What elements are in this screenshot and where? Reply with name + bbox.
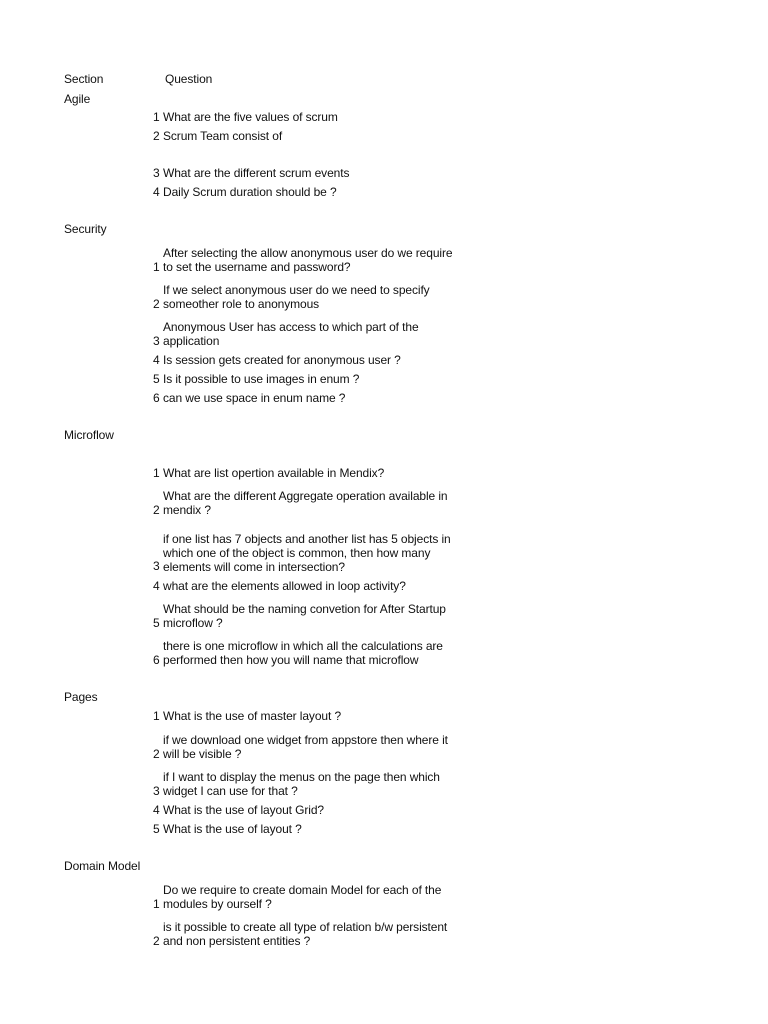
question-number: 4 [153,579,160,593]
question-number: 3 [153,166,160,180]
question-text: if we download one widget from appstore then where it [163,733,448,747]
question-text: microflow ? [163,616,223,630]
section-title: Security [64,222,107,236]
question-number: 6 [153,653,160,667]
question-number: 1 [153,709,160,723]
question-number: 2 [153,297,160,311]
question-text: if I want to display the menus on the page then which [163,770,440,784]
question-number: 5 [153,822,160,836]
question-text: to set the username and password? [163,260,351,274]
question-text: can we use space in enum name ? [163,391,346,405]
question-text: What are list opertion available in Mendix? [163,466,385,480]
question-number: 2 [153,129,160,143]
question-number: 6 [153,391,160,405]
question-text: What are the different scrum events [163,166,350,180]
question-text: modules by ourself ? [163,897,272,911]
question-text: What are the five values of scrum [163,110,338,124]
section-title: Domain Model [64,859,141,873]
question-text: After selecting the allow anonymous user do we require [163,246,453,260]
question-text: there is one microflow in which all the calculations are [163,639,443,653]
question-text: Scrum Team consist of [163,129,283,143]
question-text: Do we require to create domain Model for each of the [163,883,442,897]
question-number: 5 [153,372,160,386]
header-question: Question [165,72,213,86]
question-number: 2 [153,747,160,761]
question-text: Is it possible to use images in enum ? [163,372,360,386]
question-number: 2 [153,503,160,517]
question-text: and non persistent entities ? [163,934,311,948]
question-number: 2 [153,934,160,948]
question-text: Anonymous User has access to which part of the [163,320,419,334]
question-text: mendix ? [163,503,211,517]
question-text: performed then how you will name that microflow [163,653,419,667]
question-text: Is session gets created for anonymous user ? [163,353,401,367]
question-number: 3 [153,334,160,348]
question-text: which one of the object is common, then how many [163,546,431,560]
question-text: What is the use of layout Grid? [163,803,324,817]
question-text: What is the use of master layout ? [163,709,342,723]
question-text: If we select anonymous user do we need to specify [163,283,430,297]
question-text: What should be the naming convetion for After Startup [163,602,446,616]
question-number: 3 [153,559,160,573]
section-title: Microflow [64,428,114,442]
question-text: what are the elements allowed in loop activity? [163,579,406,593]
question-text: application [163,334,220,348]
question-text: is it possible to create all type of relation b/w persistent [163,920,448,934]
header-section: Section [64,72,104,86]
question-number: 1 [153,466,160,480]
question-text: someother role to anonymous [163,297,320,311]
question-text: What are the different Aggregate operation available in [163,489,448,503]
question-text: will be visible ? [163,747,242,761]
question-text: widget I can use for that ? [163,784,298,798]
question-number: 3 [153,784,160,798]
question-number: 1 [153,260,160,274]
question-number: 1 [153,897,160,911]
question-number: 4 [153,803,160,817]
section-title: Pages [64,690,98,704]
question-number: 4 [153,353,160,367]
question-text: elements will come in intersection? [163,560,345,574]
section-title: Agile [64,92,91,106]
question-text: What is the use of layout ? [163,822,302,836]
question-number: 4 [153,185,160,199]
question-text: Daily Scrum duration should be ? [163,185,337,199]
question-number: 1 [153,110,160,124]
question-number: 5 [153,616,160,630]
question-text: if one list has 7 objects and another list has 5 objects in [163,532,451,546]
